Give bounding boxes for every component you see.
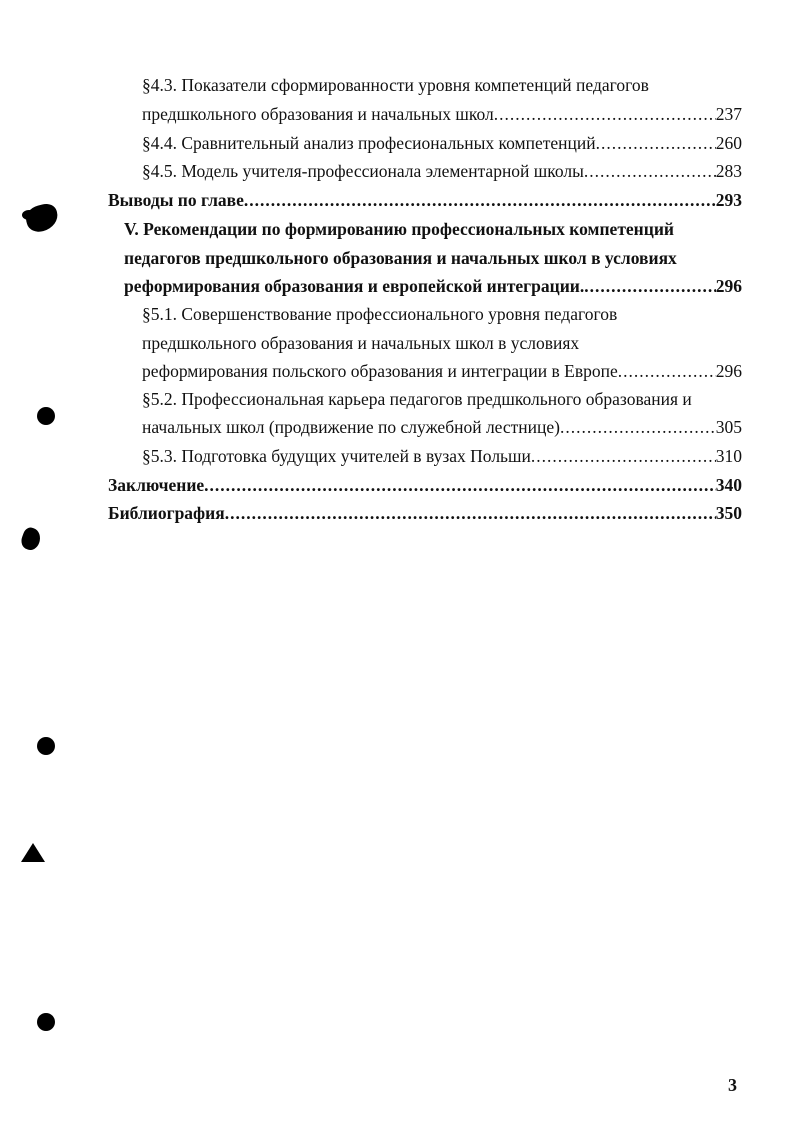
- toc-entry-4-4[interactable]: [142, 129, 742, 158]
- toc-entry-text: предшкольного образования и начальных школ в условиях: [142, 333, 580, 353]
- toc-chapter-5-line2: [124, 244, 742, 273]
- toc-entry-text: §4.3. Показатели сформированности уровня компетенций педагогов: [142, 75, 649, 95]
- toc-entry-bibliography[interactable]: [108, 499, 742, 528]
- punch-hole-mark: [37, 737, 55, 755]
- leader-dots: [494, 100, 716, 129]
- punch-hole-mark: [37, 1013, 55, 1031]
- leader-dots: [584, 272, 716, 301]
- toc-entry-4-3[interactable]: [142, 100, 742, 129]
- leader-dots: [204, 471, 716, 500]
- punch-hole-mark: [37, 407, 55, 425]
- toc-page-number: 296: [715, 361, 742, 381]
- toc-entry-5-2[interactable]: [142, 413, 742, 442]
- toc-chapter-5-line1: [124, 215, 742, 244]
- toc-entry-5-3[interactable]: [142, 442, 742, 471]
- toc-entry-text: реформирования польского образования и интеграции в Европе: [142, 361, 618, 381]
- toc-chapter-5[interactable]: [124, 272, 742, 301]
- toc-entry-text: §4.4. Сравнительный анализ професиональных компетенций: [142, 133, 596, 153]
- toc-page-number: 260: [715, 133, 742, 153]
- toc-entry-text: начальных школ (продвижение по служебной лестнице): [142, 417, 560, 437]
- punch-hole-mark: [21, 843, 45, 862]
- toc-entry-text: реформирования образования и европейской интеграции.: [124, 276, 585, 296]
- toc-entry-text: V. Рекомендации по формированию профессиональных компетенций: [124, 219, 675, 239]
- toc-entry-text: §5.3. Подготовка будущих учителей в вузах Польши: [142, 446, 531, 466]
- leader-dots: [560, 413, 716, 442]
- leader-dots: [584, 157, 716, 186]
- page-number: 3: [728, 1075, 737, 1095]
- toc-entry-4-5[interactable]: [142, 157, 742, 186]
- toc-page-number: 350: [715, 503, 742, 523]
- toc-page-number: 310: [715, 446, 742, 466]
- toc-entry-text: предшкольного образования и начальных школ: [142, 104, 494, 124]
- toc-entry-5-1-line2: [142, 329, 742, 358]
- leader-dots: [618, 357, 716, 386]
- leader-dots: [225, 499, 716, 528]
- punch-hole-mark: [19, 526, 43, 553]
- leader-dots: [244, 186, 716, 215]
- toc-entry-final[interactable]: [108, 471, 742, 500]
- toc-entry-text: §5.1. Совершенствование профессионального уровня педагогов: [142, 304, 618, 324]
- leader-dots: [596, 129, 716, 158]
- punch-hole-mark: [22, 210, 36, 220]
- toc-entry-text: Заключение: [108, 475, 205, 495]
- toc-page-number: 305: [715, 417, 742, 437]
- toc-entry-conclusions[interactable]: [108, 186, 742, 215]
- toc-entry-5-1[interactable]: [142, 357, 742, 386]
- leader-dots: [531, 442, 716, 471]
- toc-entry-4-3-line1: [142, 71, 742, 100]
- toc-entry-text: Выводы по главе: [108, 190, 244, 210]
- toc-page-number: 237: [715, 104, 742, 124]
- toc-entry-text: Библиография: [108, 503, 225, 523]
- toc-entry-text: §5.2. Профессиональная карьера педагогов предшкольного образования и: [142, 389, 692, 409]
- toc-page-number: 340: [715, 475, 742, 495]
- toc-entry-5-2-line1: [142, 385, 742, 414]
- toc-page-number: 283: [715, 161, 742, 181]
- toc-page-number: 296: [715, 276, 742, 296]
- toc-entry-text: педагогов предшкольного образования и начальных школ в условиях: [124, 248, 677, 268]
- toc-entry-5-1-line1: [142, 300, 742, 329]
- toc-page-number: 293: [715, 190, 742, 210]
- toc-entry-text: §4.5. Модель учителя-профессионала элементарной школы: [142, 161, 584, 181]
